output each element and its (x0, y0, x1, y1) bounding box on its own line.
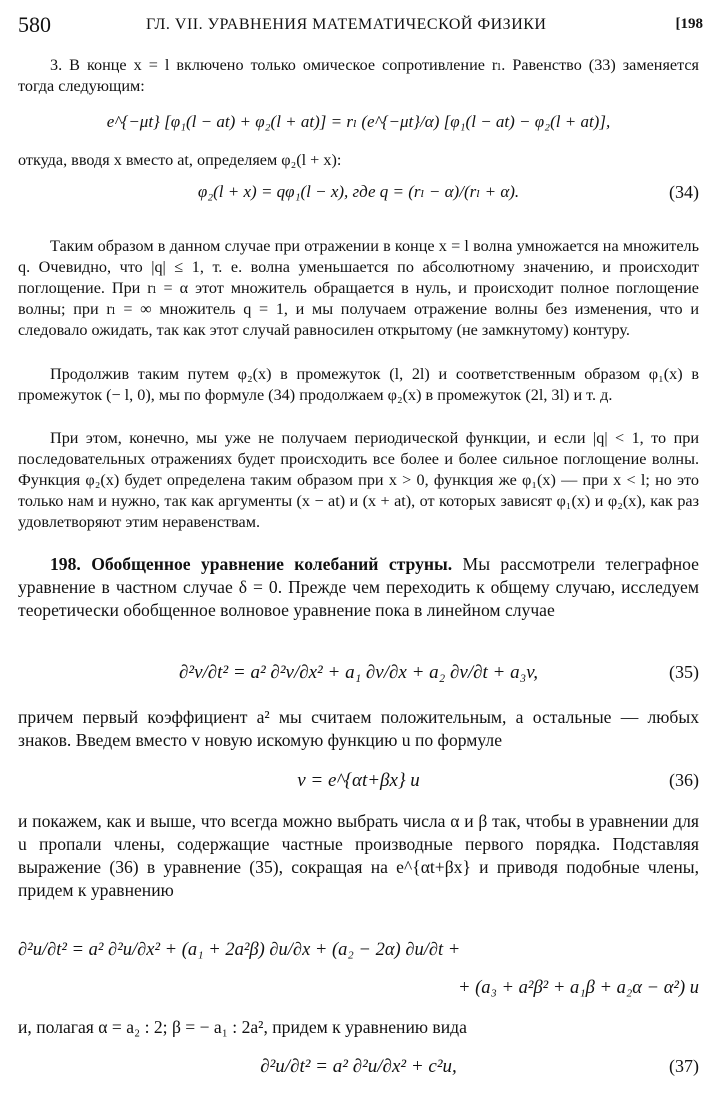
section-intro-text: Мы рассмотрели телеграфное уравнение в частном случае δ = 0. Прежде чем переходить к общему случаю, исследуем теоретически обобщенное волновое уравнение пока в линейном случае (18, 554, 699, 620)
equation-text: ∂²v/∂t² = a² ∂²v/∂x² + a₁ ∂v/∂x + a₂ ∂v/∂t + a₃v, (179, 662, 538, 683)
equation-text: e^{−μt} [φ₁(l − at) + φ₂(l + at)] = rₗ (e^{−μt}/α) [φ₁(l − at) − φ₂(l + at)], (106, 112, 611, 131)
paragraph-continuation: Продолжив таким путем φ₂(x) в промежуток (l, 2l) и соответственным образом φ₁(x) в промежуток (− l, 0), мы по формуле (34) продолжаем φ₂(x) в промежуток (2l, 3l) и т. д. (18, 365, 699, 404)
equation-37 (18, 1056, 699, 1086)
page-header (18, 12, 703, 38)
case3-text-after: откуда, вводя x вместо at, определяем φ₂(l + x): (18, 151, 342, 169)
equation-number: (37) (669, 1056, 699, 1076)
paragraph-absorption: Таким образом в данном случае при отражении в конце x = l волна умножается на множитель q. Очевидно, что |q| ≤ 1, т. е. волна уменьшается по абсолютному значению, и происходит поглощение. При rₗ = α этот множитель обращается в нуль, и происходит полное поглощение волны; при rₗ = ∞ множитель q = 1, и мы получаем отражение волны без изменения, что и следовало ожидать, так как этот случай равносилен открытому (не замкнутому) контуру. (18, 237, 699, 339)
equation-35 (18, 662, 699, 692)
section-marker: [198 (675, 16, 703, 32)
equation-number: (35) (669, 662, 699, 682)
equation-36 (18, 770, 699, 800)
equation-text: φ₂(l + x) = qφ₁(l − x), где q = (rₗ − α)/(rₗ + α). (197, 182, 520, 201)
section-heading: 198. Обобщенное уравнение колебаний струны. (50, 554, 453, 574)
equation-text: ∂²u/∂t² = a² ∂²u/∂x² + c²u, (260, 1056, 457, 1077)
equation-text: ∂²u/∂t² = a² ∂²u/∂x² + (a₁ + 2a²β) ∂u/∂x + (a₂ − 2α) ∂u/∂t + (18, 940, 461, 960)
equation-number: (36) (669, 770, 699, 790)
equation-33-modified (18, 112, 699, 142)
equation-long-line1 (18, 940, 699, 970)
page-number: 580 (18, 12, 51, 37)
section-198-text4: и, полагая α = a₂ : 2; β = − a₁ : 2a², придем к уравнению вида (18, 1017, 467, 1037)
section-198-intro (18, 553, 699, 622)
running-title: ГЛ. VII. УРАВНЕНИЯ МАТЕМАТИЧЕСКОЙ ФИЗИКИ (146, 16, 547, 33)
equation-number: (34) (669, 182, 699, 202)
equation-text: v = e^{αt+βx} u (297, 770, 420, 791)
section-198-text3: и покажем, как и выше, что всегда можно выбрать числа α и β так, чтобы в уравнении для u пропали члены, содержащие частные производные первого порядка. Подставляя выражение (36) в уравнение (35), сокращая на e^{αt+βx} и приводя подобные члены, придем к уравнению (18, 811, 699, 900)
paragraph-periodicity: При этом, конечно, мы уже не получаем периодической функции, и если |q| < 1, то при последовательных отражениях будет происходить все более и более сильное поглощение волны. Функция φ₂(x) будет определена таким образом при x > 0, функция же φ₁(x) — при x < l; но это только нам и нужно, так как аргументы (x − at) и (x + at), от которых зависят φ₁(x) и φ₂(x), как раз удовлетворяют этим неравенствам. (18, 429, 699, 531)
equation-text: + (a₃ + a²β² + a₁β + a₂α − α²) u (457, 978, 699, 998)
equation-long-line2 (18, 978, 699, 1008)
section-198-text2: причем первый коэффициент a² мы считаем положительным, а остальные — любых знаков. Введем вместо v новую искомую функцию u по формуле (18, 707, 699, 750)
case3-text: 3. В конце x = l включено только омическое сопротивление rₗ. Равенство (33) заменяется тогда следующим: (18, 56, 699, 95)
equation-34 (18, 182, 699, 212)
